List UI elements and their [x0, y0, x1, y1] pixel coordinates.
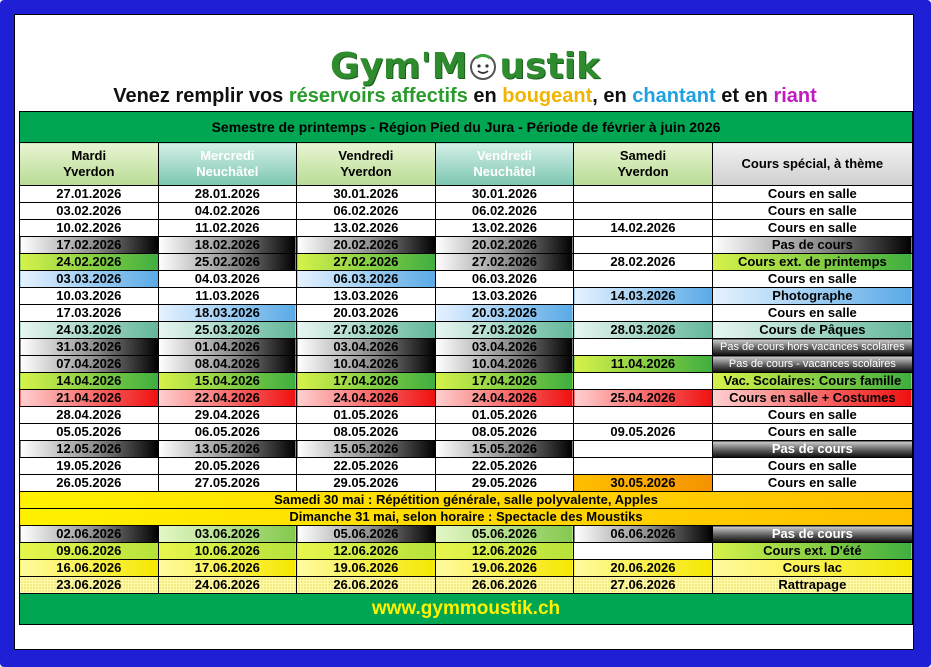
- cell-date: 27.02.2026: [297, 254, 436, 271]
- cell-date: 28.02.2026: [574, 254, 713, 271]
- cell-date: 27.06.2026: [574, 577, 713, 594]
- table-row: [20, 288, 913, 305]
- cell-date: 12.05.2026: [20, 441, 159, 458]
- table-row: [20, 339, 913, 356]
- cell-date: 06.03.2026: [435, 271, 574, 288]
- table-row: [20, 441, 913, 458]
- cell-date: 26.06.2026: [297, 577, 436, 594]
- col-header: [712, 143, 912, 186]
- cell-date: 27.01.2026: [20, 186, 159, 203]
- table-row: [20, 186, 913, 203]
- table-row: [20, 407, 913, 424]
- cell-date: 10.02.2026: [20, 220, 159, 237]
- cell-date: 12.06.2026: [435, 543, 574, 560]
- table-row: [20, 560, 913, 577]
- baby-face-icon: [468, 51, 498, 81]
- table-row: [20, 577, 913, 594]
- cell-course-theme: Cours en salle: [712, 305, 912, 322]
- cell-date: 22.05.2026: [435, 458, 574, 475]
- tagline-part: réservoirs affectifs: [288, 85, 468, 107]
- cell-date: [574, 543, 713, 560]
- col-header: [20, 143, 159, 186]
- cell-course-theme: Cours en salle: [712, 458, 912, 475]
- cell-date: 29.05.2026: [435, 475, 574, 492]
- table-row: [20, 237, 913, 254]
- cell-date: 01.04.2026: [158, 339, 297, 356]
- table-row: [20, 203, 913, 220]
- cell-course-theme: Cours de Pâques: [712, 322, 912, 339]
- cell-date: 03.04.2026: [297, 339, 436, 356]
- col-header-day: Samedi: [619, 148, 667, 163]
- cell-date: 22.05.2026: [297, 458, 436, 475]
- cell-date: 23.06.2026: [20, 577, 159, 594]
- cell-date: 07.04.2026: [20, 356, 159, 373]
- cell-date: 19.06.2026: [435, 560, 574, 577]
- header-row: [20, 143, 913, 186]
- note-rehearsal: Samedi 30 mai : Répétition générale, salle polyvalente, Apples: [20, 492, 913, 509]
- cell-course-theme: Pas de cours: [712, 441, 912, 458]
- col-header-place: Neuchâtel: [473, 164, 536, 179]
- cell-date: 11.03.2026: [158, 288, 297, 305]
- cell-date: 27.02.2026: [435, 254, 574, 271]
- cell-date: 11.04.2026: [574, 356, 713, 373]
- cell-date: 24.04.2026: [435, 390, 574, 407]
- cell-course-theme: Pas de cours: [712, 526, 912, 543]
- cell-date: [574, 305, 713, 322]
- col-header-day: Vendredi: [476, 148, 532, 163]
- cell-date: 06.03.2026: [297, 271, 436, 288]
- cell-course-theme: Cours en salle: [712, 424, 912, 441]
- cell-date: 27.03.2026: [297, 322, 436, 339]
- cell-course-theme: Cours ext. de printemps: [712, 254, 912, 271]
- schedule-table: [19, 111, 913, 625]
- table-body-june: [20, 526, 913, 594]
- cell-date: 16.06.2026: [20, 560, 159, 577]
- tagline-part: chantant: [632, 85, 716, 107]
- col-header: [574, 143, 713, 186]
- cell-date: 14.04.2026: [20, 373, 159, 390]
- table-row: [20, 356, 913, 373]
- cell-date: 15.05.2026: [435, 441, 574, 458]
- cell-date: 21.04.2026: [20, 390, 159, 407]
- cell-course-theme: Cours en salle: [712, 220, 912, 237]
- cell-date: 04.03.2026: [158, 271, 297, 288]
- cell-date: 17.03.2026: [20, 305, 159, 322]
- tagline: [15, 85, 915, 111]
- tagline-part: , en: [592, 85, 633, 107]
- table-body-spring: [20, 186, 913, 492]
- cell-date: 05.05.2026: [20, 424, 159, 441]
- table-row: [20, 305, 913, 322]
- cell-date: [574, 186, 713, 203]
- cell-date: 13.02.2026: [435, 220, 574, 237]
- col-header-place: Yverdon: [340, 164, 392, 179]
- logo-text-2: ustik: [499, 45, 600, 87]
- cell-date: 25.02.2026: [158, 254, 297, 271]
- cell-date: [574, 339, 713, 356]
- note-row: [20, 492, 913, 509]
- cell-date: 06.02.2026: [297, 203, 436, 220]
- cell-date: 04.02.2026: [158, 203, 297, 220]
- cell-date: 30.05.2026: [574, 475, 713, 492]
- cell-date: 01.05.2026: [297, 407, 436, 424]
- col-header: [297, 143, 436, 186]
- cell-date: 02.06.2026: [20, 526, 159, 543]
- cell-course-theme: Cours en salle + Costumes: [712, 390, 912, 407]
- table-row: [20, 458, 913, 475]
- cell-date: 17.06.2026: [158, 560, 297, 577]
- cell-date: 03.06.2026: [158, 526, 297, 543]
- col-header-theme: Cours spécial, à thème: [741, 156, 884, 171]
- cell-date: 22.04.2026: [158, 390, 297, 407]
- table-title-row: [20, 112, 913, 143]
- cell-date: 30.01.2026: [435, 186, 574, 203]
- cell-date: 12.06.2026: [297, 543, 436, 560]
- cell-date: 20.03.2026: [435, 305, 574, 322]
- cell-date: 05.06.2026: [297, 526, 436, 543]
- cell-date: 20.02.2026: [435, 237, 574, 254]
- col-header-day: Mercredi: [200, 148, 255, 163]
- cell-date: 13.02.2026: [297, 220, 436, 237]
- cell-date: 18.03.2026: [158, 305, 297, 322]
- cell-course-theme: Pas de cours - vacances scolaires: [712, 356, 912, 373]
- cell-course-theme: Photographe: [712, 288, 912, 305]
- cell-date: 20.02.2026: [297, 237, 436, 254]
- cell-date: 17.04.2026: [435, 373, 574, 390]
- cell-date: 10.04.2026: [297, 356, 436, 373]
- col-header-day: Vendredi: [338, 148, 394, 163]
- cell-date: 11.02.2026: [158, 220, 297, 237]
- cell-date: [574, 441, 713, 458]
- footer-row: [20, 594, 913, 625]
- tagline-part: et en: [715, 85, 774, 107]
- cell-date: 15.04.2026: [158, 373, 297, 390]
- cell-date: 10.06.2026: [158, 543, 297, 560]
- cell-date: 28.04.2026: [20, 407, 159, 424]
- cell-date: 20.05.2026: [158, 458, 297, 475]
- cell-date: 03.03.2026: [20, 271, 159, 288]
- cell-date: 17.04.2026: [297, 373, 436, 390]
- table-row: [20, 322, 913, 339]
- cell-date: 28.01.2026: [158, 186, 297, 203]
- tagline-part: riant: [773, 85, 817, 107]
- table-title: Semestre de printemps - Région Pied du Jura - Période de février à juin 2026: [20, 112, 913, 143]
- cell-date: 14.03.2026: [574, 288, 713, 305]
- cell-course-theme: Cours en salle: [712, 186, 912, 203]
- cell-date: 27.05.2026: [158, 475, 297, 492]
- col-header-place: Yverdon: [617, 164, 669, 179]
- cell-date: 20.06.2026: [574, 560, 713, 577]
- cell-date: 09.05.2026: [574, 424, 713, 441]
- table-row: [20, 373, 913, 390]
- logo: [15, 41, 915, 91]
- tagline-part: bougeant: [502, 85, 593, 107]
- tagline-part: en: [467, 85, 503, 107]
- cell-date: 06.06.2026: [574, 526, 713, 543]
- cell-date: 19.05.2026: [20, 458, 159, 475]
- cell-course-theme: Cours en salle: [712, 271, 912, 288]
- cell-date: 06.05.2026: [158, 424, 297, 441]
- cell-date: [574, 373, 713, 390]
- cell-course-theme: Cours en salle: [712, 407, 912, 424]
- cell-date: 03.04.2026: [435, 339, 574, 356]
- cell-date: 10.03.2026: [20, 288, 159, 305]
- cell-date: 18.02.2026: [158, 237, 297, 254]
- cell-date: 09.06.2026: [20, 543, 159, 560]
- cell-date: [574, 271, 713, 288]
- tagline-part: Venez remplir vos: [113, 85, 289, 107]
- cell-date: 28.03.2026: [574, 322, 713, 339]
- website-link[interactable]: www.gymmoustik.ch: [20, 594, 913, 625]
- col-header-day: Mardi: [71, 148, 107, 163]
- col-header: [435, 143, 574, 186]
- cell-course-theme: Vac. Scolaires: Cours famille: [712, 373, 912, 390]
- cell-date: 14.02.2026: [574, 220, 713, 237]
- cell-date: [574, 237, 713, 254]
- cell-date: 03.02.2026: [20, 203, 159, 220]
- cell-course-theme: Cours ext. D'été: [712, 543, 912, 560]
- cell-date: 20.03.2026: [297, 305, 436, 322]
- cell-date: 29.05.2026: [297, 475, 436, 492]
- cell-date: 01.05.2026: [435, 407, 574, 424]
- cell-date: 25.03.2026: [158, 322, 297, 339]
- cell-date: 08.04.2026: [158, 356, 297, 373]
- cell-date: 13.03.2026: [297, 288, 436, 305]
- logo-text-1: Gym'M: [330, 45, 468, 87]
- cell-date: 26.06.2026: [435, 577, 574, 594]
- cell-course-theme: Rattrapage: [712, 577, 912, 594]
- cell-date: 24.03.2026: [20, 322, 159, 339]
- cell-course-theme: Cours en salle: [712, 475, 912, 492]
- cell-course-theme: Pas de cours hors vacances scolaires: [712, 339, 912, 356]
- cell-date: 15.05.2026: [297, 441, 436, 458]
- cell-course-theme: Cours lac: [712, 560, 912, 577]
- cell-date: 08.05.2026: [435, 424, 574, 441]
- cell-date: 13.03.2026: [435, 288, 574, 305]
- table-row: [20, 526, 913, 543]
- cell-date: [574, 458, 713, 475]
- schedule-card: [14, 14, 914, 650]
- cell-date: 19.06.2026: [297, 560, 436, 577]
- cell-date: 31.03.2026: [20, 339, 159, 356]
- cell-course-theme: Cours en salle: [712, 203, 912, 220]
- col-header: [158, 143, 297, 186]
- cell-date: 24.02.2026: [20, 254, 159, 271]
- cell-date: 13.05.2026: [158, 441, 297, 458]
- cell-date: [574, 203, 713, 220]
- cell-date: 06.02.2026: [435, 203, 574, 220]
- table-row: [20, 220, 913, 237]
- cell-date: 30.01.2026: [297, 186, 436, 203]
- cell-date: 24.06.2026: [158, 577, 297, 594]
- cell-date: 29.04.2026: [158, 407, 297, 424]
- cell-date: 27.03.2026: [435, 322, 574, 339]
- cell-date: 10.04.2026: [435, 356, 574, 373]
- note-show: Dimanche 31 mai, selon horaire : Spectacle des Moustiks: [20, 509, 913, 526]
- col-header-place: Yverdon: [63, 164, 115, 179]
- table-row: [20, 475, 913, 492]
- cell-date: 17.02.2026: [20, 237, 159, 254]
- table-row: [20, 424, 913, 441]
- table-row: [20, 543, 913, 560]
- table-row: [20, 390, 913, 407]
- cell-date: [574, 407, 713, 424]
- table-row: [20, 254, 913, 271]
- table-row: [20, 271, 913, 288]
- cell-course-theme: Pas de cours: [712, 237, 912, 254]
- note-row: [20, 509, 913, 526]
- cell-date: 08.05.2026: [297, 424, 436, 441]
- cell-date: 25.04.2026: [574, 390, 713, 407]
- col-header-place: Neuchâtel: [196, 164, 259, 179]
- cell-date: 26.05.2026: [20, 475, 159, 492]
- cell-date: 24.04.2026: [297, 390, 436, 407]
- cell-date: 05.06.2026: [435, 526, 574, 543]
